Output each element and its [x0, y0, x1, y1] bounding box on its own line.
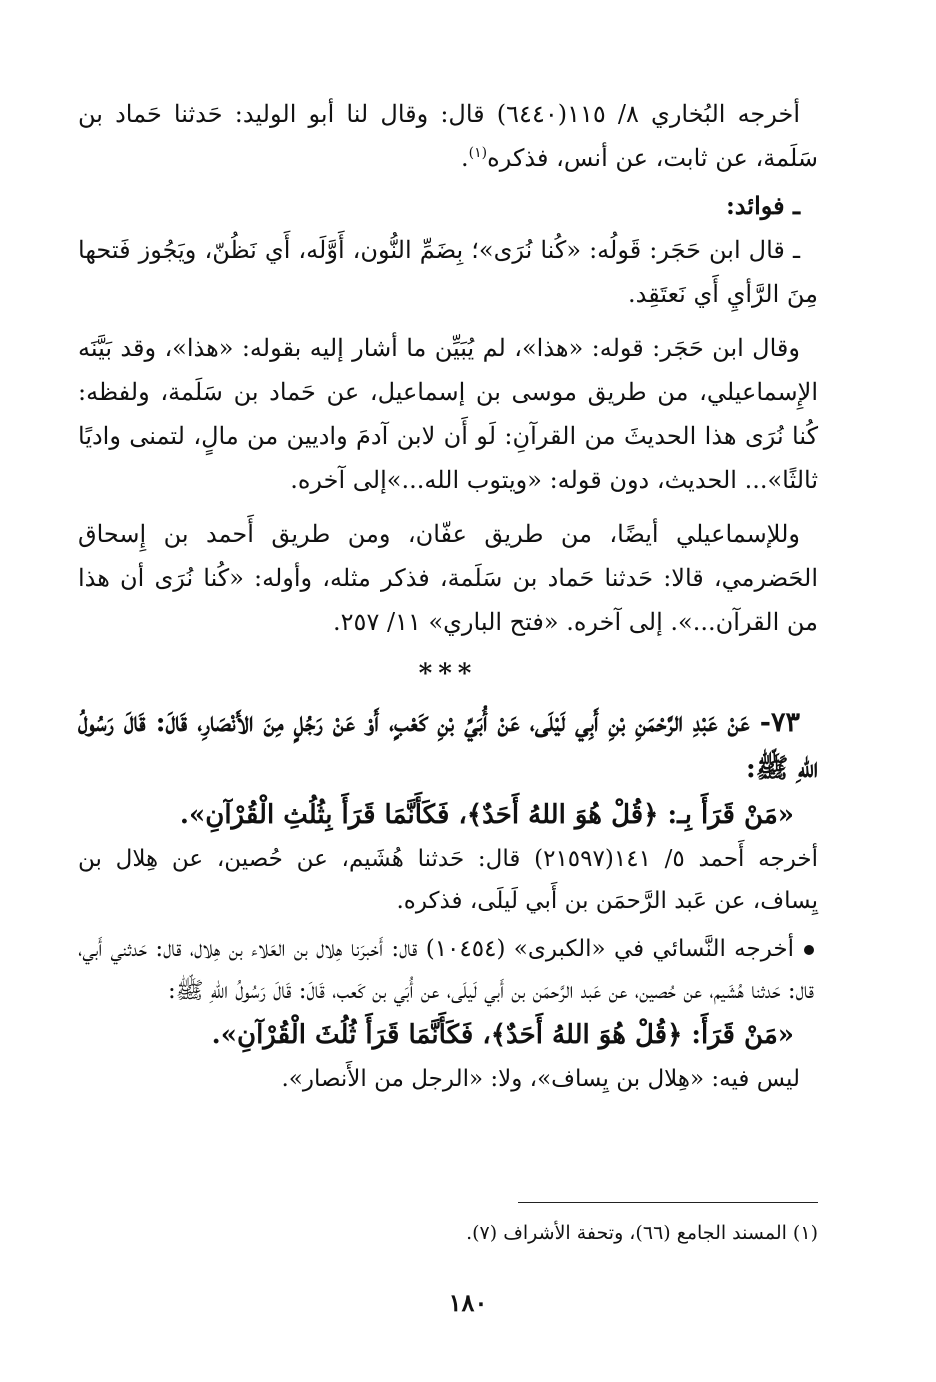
hadith-73-chain: ٧٣- عَنْ عَبْدِ الرَّحْمَنِ بْنِ أَبِي لَيْلَى، عَنْ أُبَيِّ بْنِ كَعْبٍ، أَوْ عَنْ رَجُلٍ مِنَ الأَنْصَارِ، قَالَ: قَالَ رَسُولُ اللهِ ﷺ: — [78, 707, 818, 784]
difference-note: ليس فيه: «هِلال بن يِساف»، ولا: «الرجل من الأَنصار». — [281, 1066, 800, 1092]
section-separator: *** — [418, 659, 478, 689]
hadith-73-matn-nasai: «مَنْ قَرَأَ: ﴿قُلْ هُوَ اللهُ أَحَدٌ﴾، فَكَأَنَّمَا قَرَأَ ثُلُثَ الْقُرْآنِ». — [211, 1020, 794, 1050]
takhrij-bukhari-paragraph — [78, 92, 818, 180]
footnote-divider — [518, 1202, 818, 1203]
fawaid-heading: ـ فوائد: — [725, 191, 800, 220]
footnote-reference: (١) — [468, 145, 488, 161]
hadith-73-matn: «مَنْ قَرَأَ بِـ: ﴿قُلْ هُوَ اللهُ أَحَدٌ﴾، فَكَأَنَّمَا قَرَأَ بِثُلُثِ الْقُرْآنِ». — [179, 800, 794, 830]
takhrij-nasai — [78, 928, 818, 1012]
ismaili-paragraph: وللإسماعيلي أيضًا، من طريق عفّان، ومن طريق أَحمد بن إِسحاق الحَضرمي، قالا: حَدثنا حَماد بن سَلَمة، فذكر مثله، وأوله: «كُنا نُرَى أن هذا من القرآن...». إلى آخره. «فتح الباري» ١١/ ٢٥٧. — [78, 520, 818, 636]
takhrij-bukhari-text: أخرجه البُخاري ٨/ ١١٥(٦٤٤٠) قال: وقال لنا أبو الوليد: حَدثنا حَماد بن سَلَمة، عن ثابت، عن أنس، فذكره — [78, 100, 818, 172]
sentence-end: . — [461, 144, 469, 172]
takhrij-nasai-text: أخرجه النَّسائي في «الكبرى» (١٠٤٥٤) قال: أَخبرَنا هِلال بن العَلاء بن هِلال، قال: حَدثني أَبي، قال: حَدثنا هُشَيم، عن حُصين، عن عَبد الرَّحمَن بن أَبي لَيلَى، عن أُبَي بن كَعب، قَالَ: قَالَ رَسُولُ اللهِ ﷺ: — [78, 936, 814, 1004]
footnote-1: (١) المسند الجامع (٦٦)، وتحفة الأشراف (٧). — [466, 1222, 818, 1244]
takhrij-ahmad: أخرجه أَحمد ٥/ ١٤١(٢١٥٩٧) قال: حَدثنا هُشَيم، عن حُصين، عن هِلال بن يِساف، عن عَبد الرَّحمَن بن أَبي لَيلَى، فذكره. — [78, 846, 819, 914]
bullet-icon — [804, 945, 814, 955]
ibn-hajar-paragraph-1: ـ قال ابن حَجَر: قَولُه: «كُنا نُرَى»؛ بِضَمِّ النُّون، أَوَّلَه، أَي نَظُنّ، ويَجُوز فَتحها مِنَ الرَّأيِ أَي نَعتَقِد. — [78, 236, 818, 308]
page-number: ١٨٠ — [448, 1288, 488, 1317]
ibn-hajar-paragraph-2: وقال ابن حَجَر: قوله: «هذا»، لم يُبَيِّن ما أشار إليه بقوله: «هذا»، وقد بَيَّنَه الإِسماعيلي، من طريق موسى بن إسماعيل، عن حَماد بن سَلَمة، ولفظه: كُنا نُرَى هذا الحديثَ من القرآنِ: لَو أَن لابن آدمَ واديين من مالٍ، لتمنى واديًا ثالثًا»... الحديث، دون قوله: «ويتوب الله...»إلى آخره. — [78, 334, 818, 494]
page-body — [78, 92, 818, 1100]
